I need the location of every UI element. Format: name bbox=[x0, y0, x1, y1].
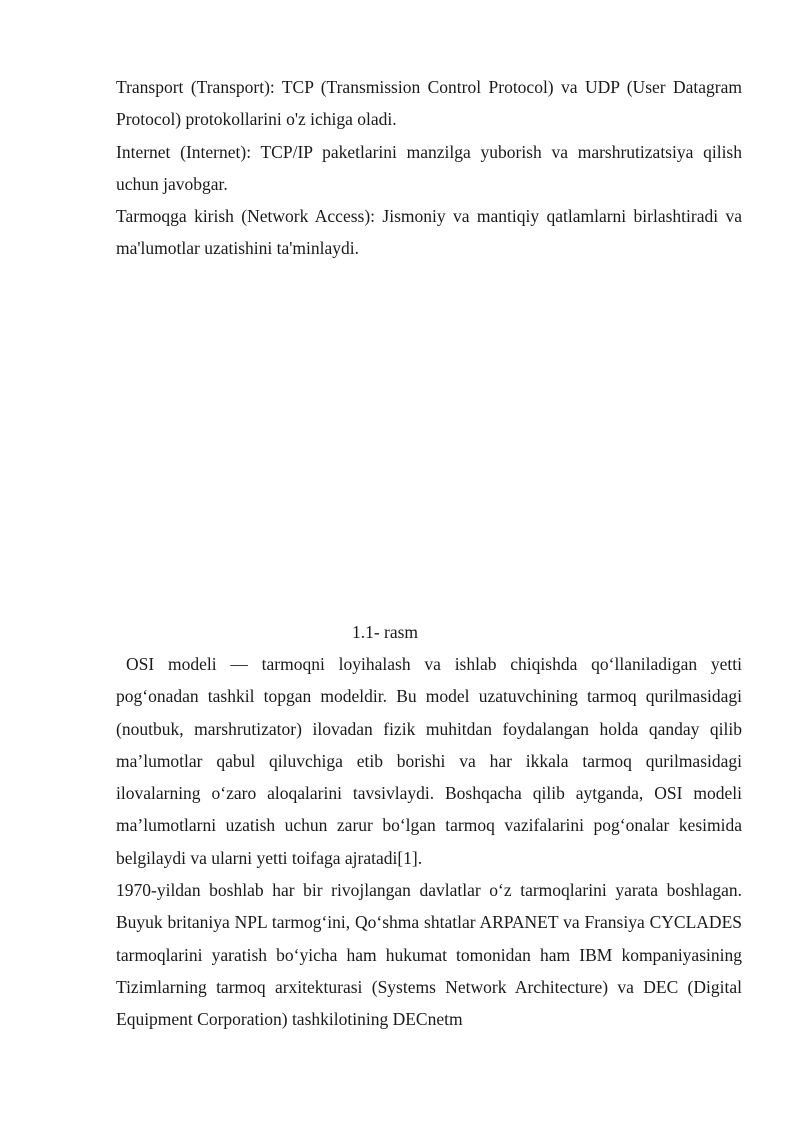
paragraph-internet-layer: Internet (Internet): TCP/IP paketlarini manzilga yuborish va marshrutizatsiya qilish uchun javobgar. bbox=[116, 141, 742, 194]
top-text-block bbox=[116, 71, 742, 265]
paragraph-osi-model: OSI modeli — tarmoqni loyihalash va ishlab chiqishda qo‘llaniladigan yetti pog‘onadan tashkil topgan modeldir. Bu model uzatuvchining tarmoq qurilmasidagi (noutbuk, marshrutizator) ilovadan fizik muhitdan foydalangan holda qanday qilib ma’lumotlar qabul qiluvchiga etib borishi va har ikkala tarmoq qurilmasidagi ilovalarning o‘zaro aloqalarini tavsivlaydi. Boshqacha qilib aytganda, OSI modeli ma’lumotlarni uzatish uchun zarur bo‘lgan tarmoq vazifalarini pog‘onalar kesimida belgilaydi va ularni yetti toifaga ajratadi[1]. bbox=[116, 654, 742, 868]
paragraph-network-history: 1970-yildan boshlab har bir rivojlangan davlatlar o‘z tarmoqlarini yarata boshlagan. Buyuk britaniya NPL tarmog‘ini, Qo‘shma shtatlar ARPANET va Fransiya CYCLADES tarmoqlarini yaratish bo‘yicha ham hukumat tomonidan ham IBM kompaniyasining Tizimlarning tarmoq arxitekturasi (Systems Network Architecture) va DEC (Digital Equipment Corporation) tashkilotining DECnetm bbox=[116, 880, 742, 1030]
paragraph-network-access-layer: Tarmoqga kirish (Network Access): Jismoniy va mantiqiy qatlamlarni birlashtiradi va ma'lumotlar uzatishini ta'minlaydi. bbox=[116, 206, 742, 259]
figure-placeholder bbox=[116, 270, 742, 610]
figure-caption: 1.1- rasm bbox=[351, 622, 419, 642]
body-text-block bbox=[116, 648, 742, 1036]
paragraph-transport-layer: Transport (Transport): TCP (Transmission Control Protocol) va UDP (User Datagram Protocol) protokollarini o'z ichiga oladi. bbox=[116, 77, 742, 130]
